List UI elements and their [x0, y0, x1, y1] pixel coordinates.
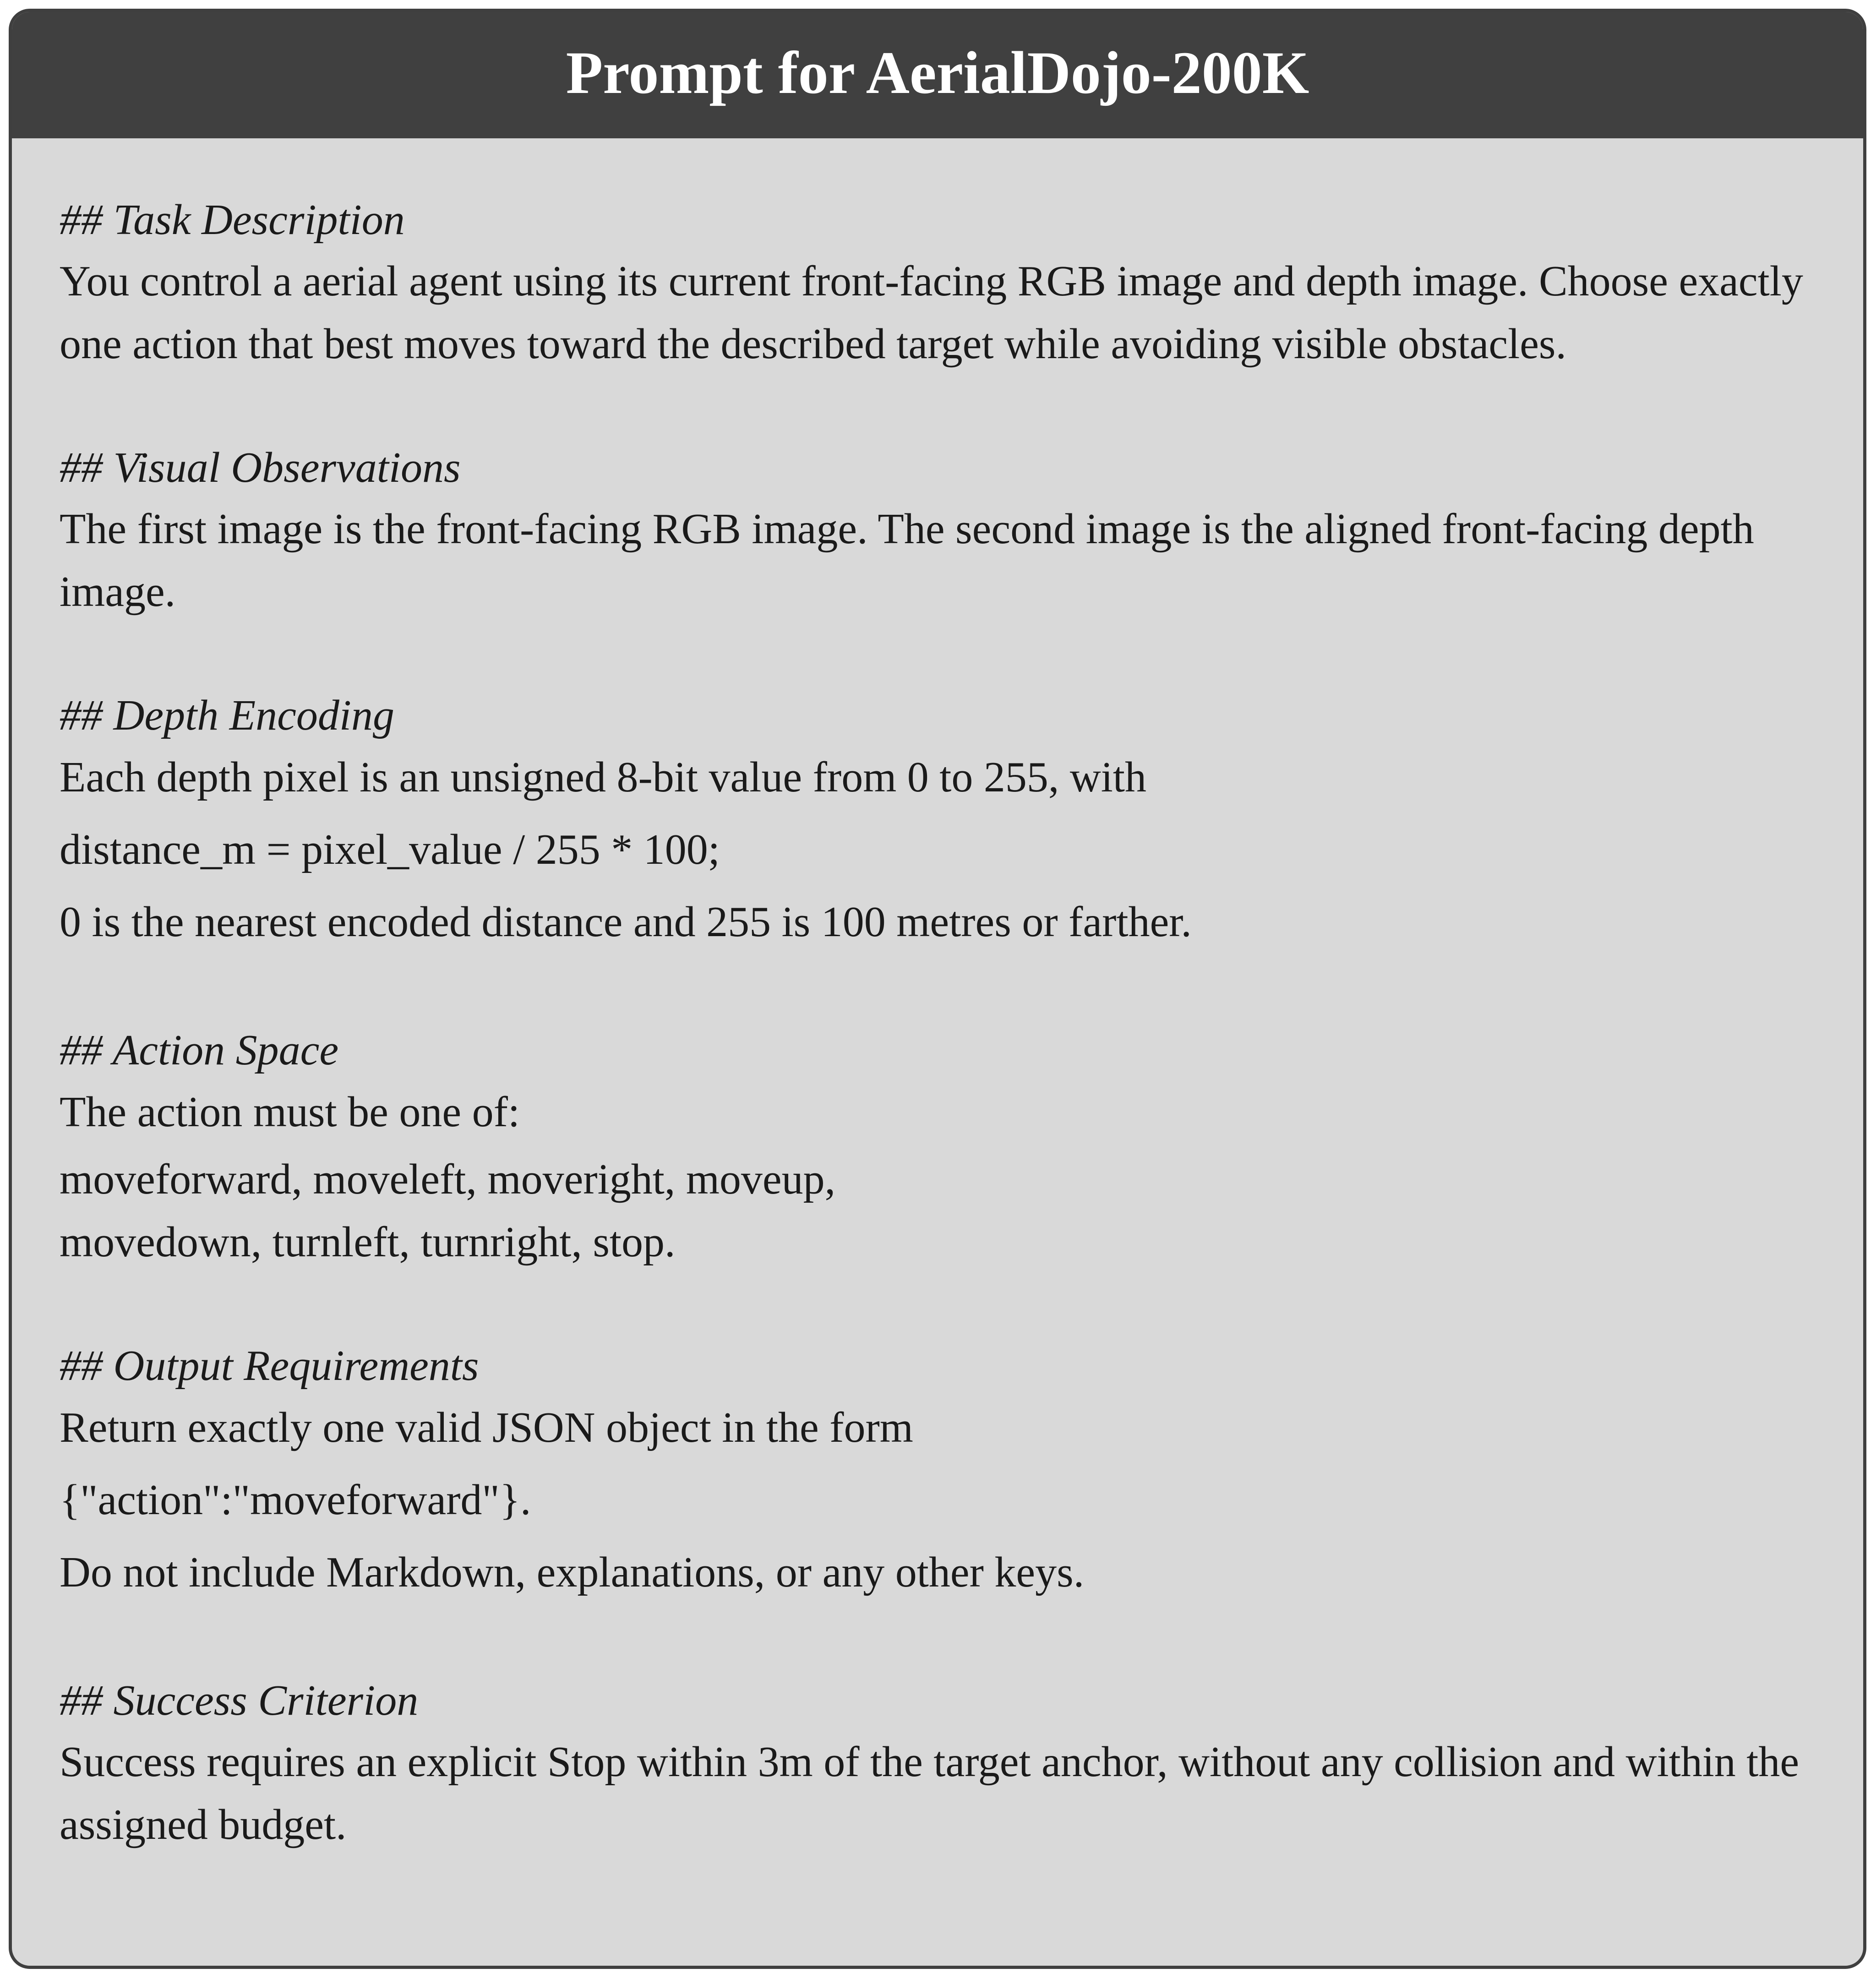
section-lines [60, 1391, 1817, 1608]
text-line: 0 is the nearest encoded distance and 255 is 100 metres or farther. [60, 898, 1192, 946]
section-heading: ## Depth Encoding [60, 692, 394, 739]
section-heading: ## Task Description [60, 196, 405, 244]
text-line: Do not include Markdown, explanations, or any other keys. [60, 1548, 1085, 1596]
card-title: Prompt for AerialDojo-200K [566, 39, 1309, 106]
text-line: moveforward, moveleft, moveright, moveup, [60, 1156, 836, 1203]
section-lines [60, 1076, 1817, 1274]
prompt-card [9, 9, 1866, 1969]
section-output-requirements [60, 1335, 1817, 1608]
section-text: You control a aerial agent using its current front-facing RGB image and depth image. Choose exactly one action that best moves toward the described target while avoiding visible obstacles. [60, 257, 1803, 368]
section-action-space [60, 1019, 1817, 1274]
section-visual-observations [60, 436, 1817, 623]
section-lines [60, 741, 1817, 958]
text-line: distance_m = pixel_value / 255 * 100; [60, 826, 720, 873]
section-success-criterion [60, 1669, 1817, 1856]
section-text: Success requires an explicit Stop within 3m of the target anchor, without any collision and within the assigned budget. [60, 1738, 1800, 1848]
text-line: {"action":"moveforward"}. [60, 1476, 531, 1524]
text-line: The action must be one of: [60, 1088, 520, 1136]
section-heading: ## Action Space [60, 1026, 339, 1074]
card-header [12, 12, 1863, 138]
section-heading: ## Visual Observations [60, 444, 461, 491]
card-body [12, 138, 1863, 1856]
section-text: The first image is the front-facing RGB image. The second image is the aligned front-facing depth image. [60, 505, 1754, 616]
section-task-description [60, 189, 1817, 376]
section-heading: ## Output Requirements [60, 1342, 479, 1390]
text-line: Return exactly one valid JSON object in the form [60, 1404, 913, 1451]
section-depth-encoding [60, 684, 1817, 958]
section-heading: ## Success Criterion [60, 1677, 419, 1724]
text-line: Each depth pixel is an unsigned 8-bit value from 0 to 255, with [60, 753, 1147, 801]
text-line: movedown, turnleft, turnright, stop. [60, 1218, 676, 1266]
